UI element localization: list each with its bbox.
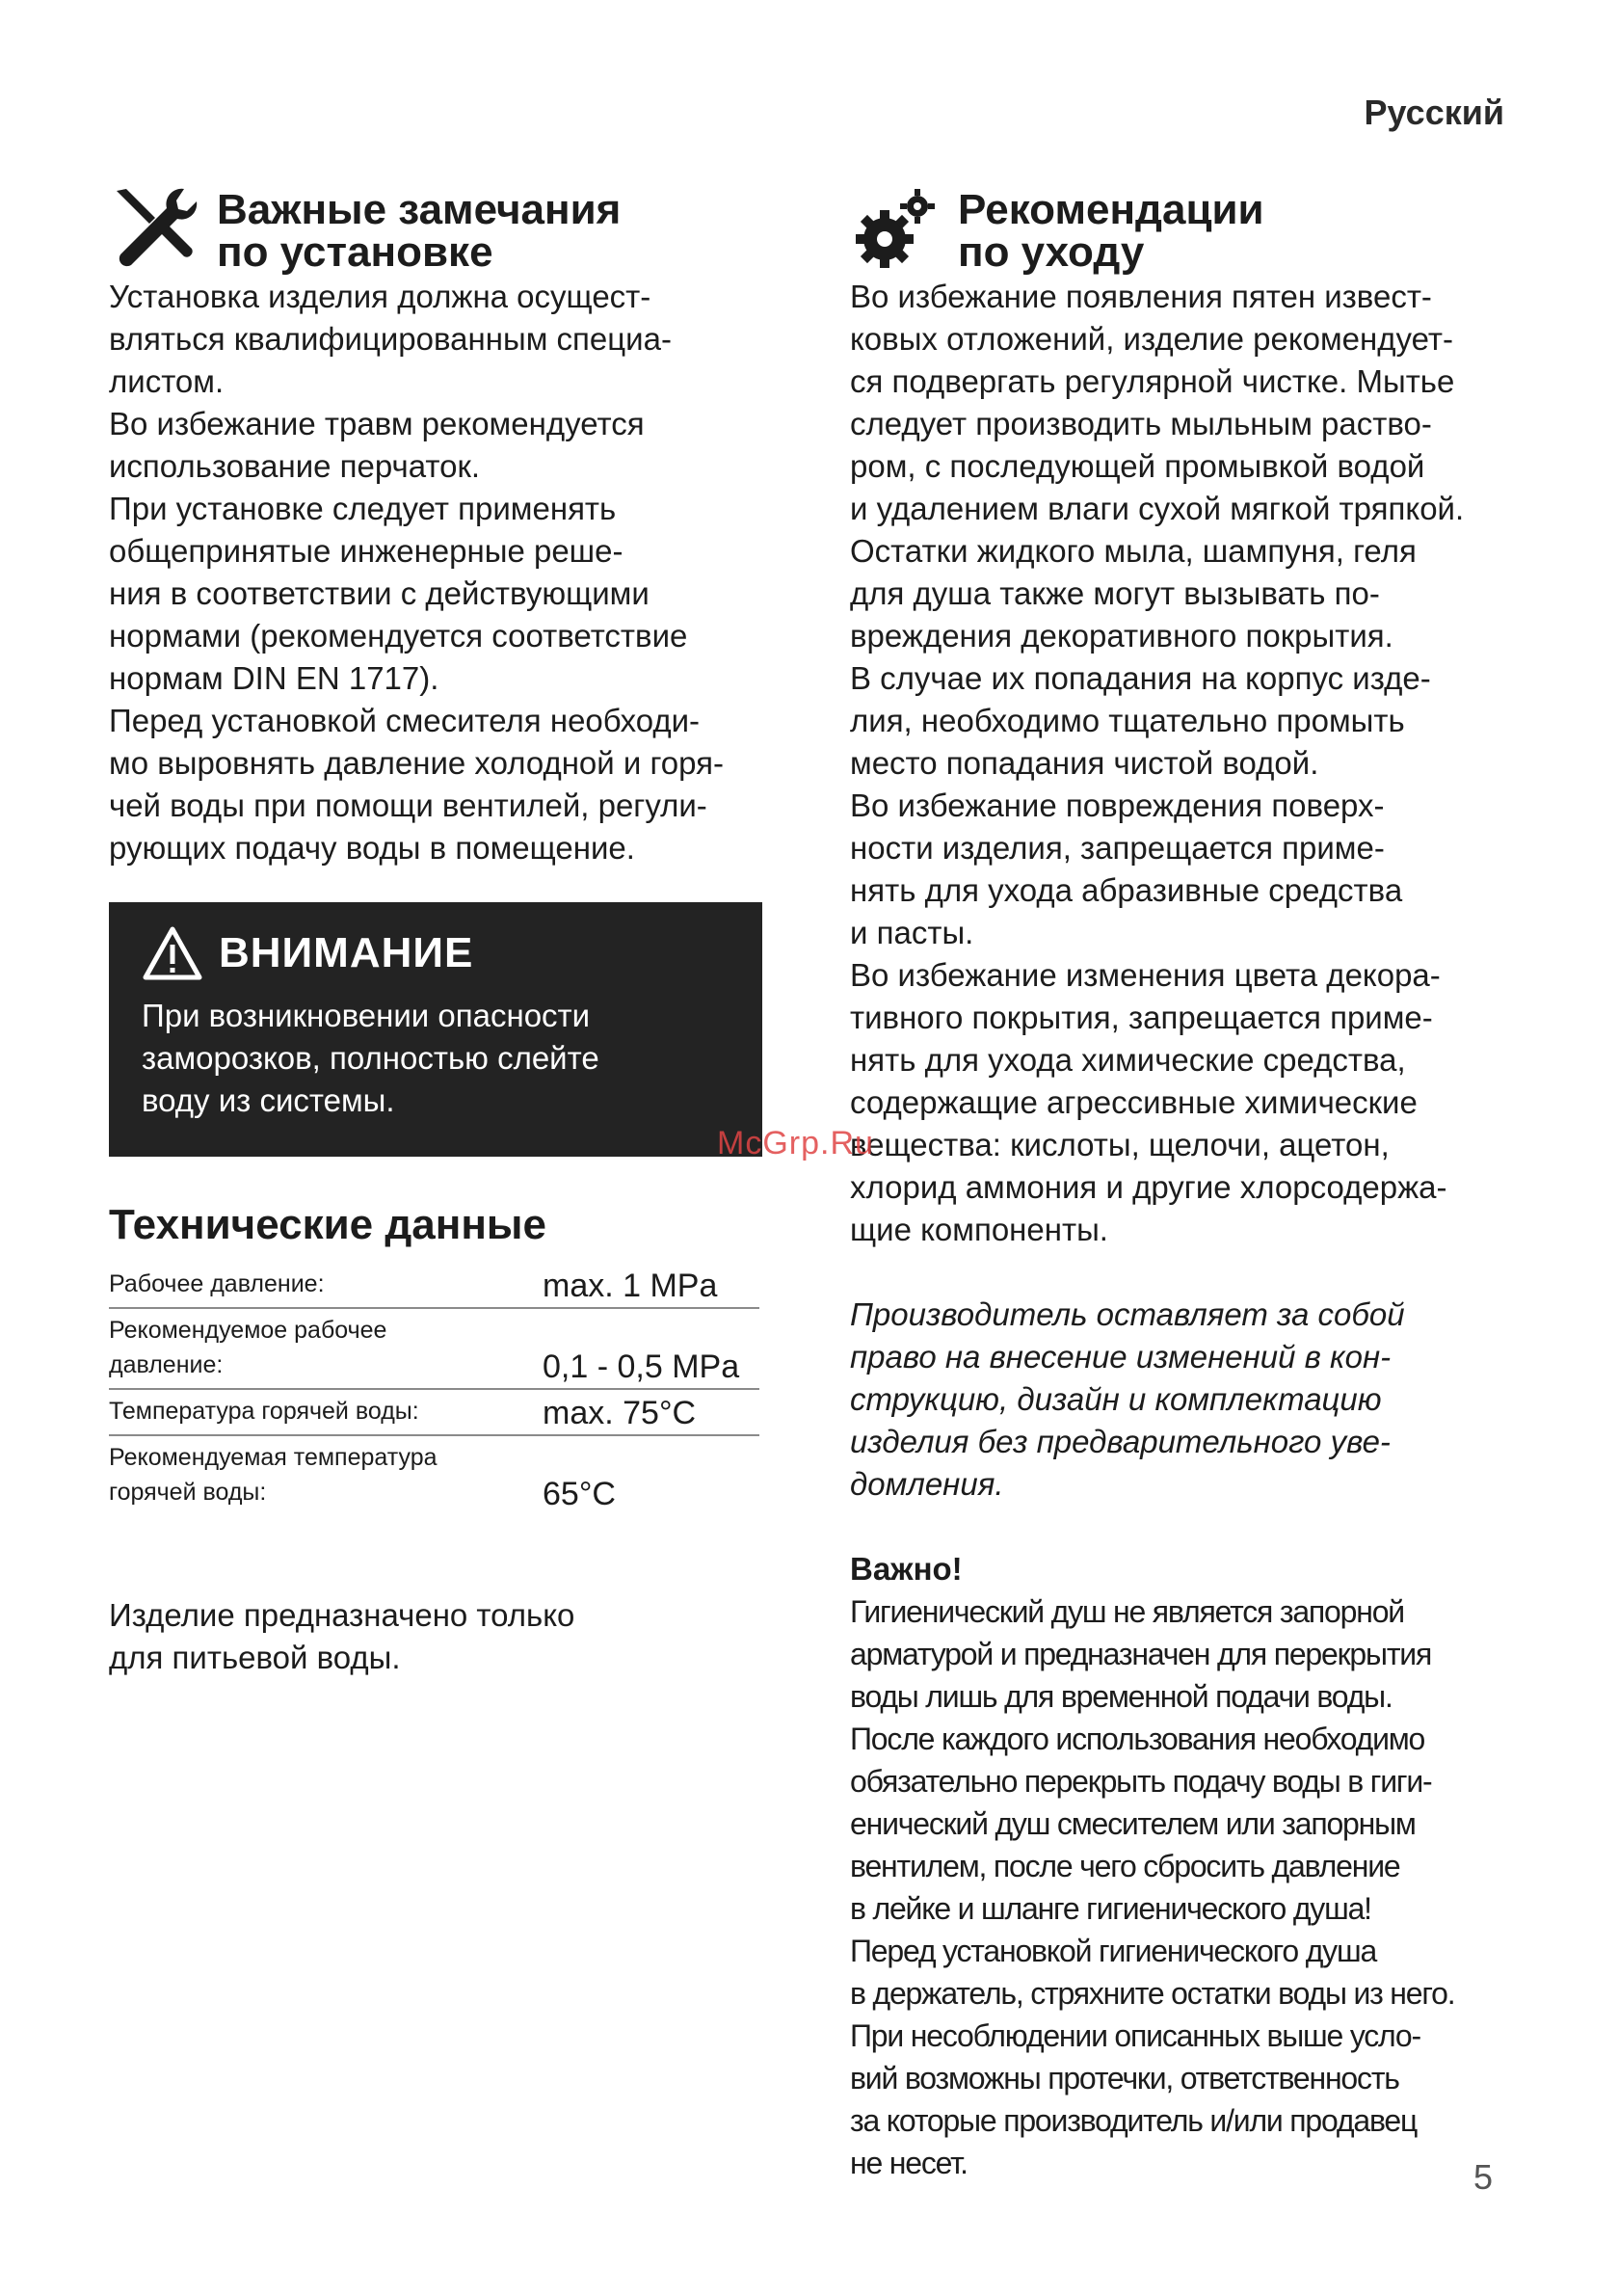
text-line: за которые производитель и/или продавец <box>850 2103 1418 2138</box>
text-line: Установка изделия должна осущест- <box>109 279 651 314</box>
text-line: ся подвергать регулярной чистке. Мытье <box>850 363 1455 399</box>
tech-value: 0,1 - 0,5 MPa <box>543 1348 740 1385</box>
text-line: нормами (рекомендуется соответствие <box>109 618 688 654</box>
install-text <box>109 276 764 869</box>
care-text <box>850 276 1515 1251</box>
tech-table <box>109 1263 759 1515</box>
warning-text <box>142 995 729 1122</box>
tech-label: Рекомендуемая температура горячей воды: <box>109 1444 438 1506</box>
text-line: После каждого использования необходимо <box>850 1722 1425 1756</box>
text-line: право на внесение изменений в кон- <box>850 1339 1392 1375</box>
table-row <box>109 1390 759 1436</box>
text-line: ром, с последующей промывкой водой <box>850 448 1425 484</box>
text-line: мо выровнять давление холодной и горя- <box>109 745 724 781</box>
text-line: воду из системы. <box>142 1082 395 1118</box>
text-line: лия, необходимо тщательно промыть <box>850 703 1405 738</box>
care-title: Рекомендации по уходу <box>958 186 1264 276</box>
text-line: нять для ухода абразивные средства <box>850 872 1403 908</box>
tech-value: max. 75°C <box>543 1395 697 1431</box>
tech-value: 65°C <box>543 1476 616 1512</box>
text-line: общепринятые инженерные реше- <box>109 533 623 569</box>
text-line: Перед установкой гигиенического душа <box>850 1934 1377 1968</box>
text-line: арматурой и предназначен для перекрытия <box>850 1637 1432 1671</box>
page-number: 5 <box>1472 2157 1493 2197</box>
warning-box <box>109 902 762 1157</box>
text-line: изделия без предварительного уве- <box>850 1424 1391 1459</box>
care-section-header <box>850 183 1515 276</box>
text-line: не несет. <box>850 2146 968 2180</box>
text-line: вреждения декоративного покрытия. <box>850 618 1393 654</box>
install-title: Важные замечания по установке <box>217 186 622 276</box>
text-line: нормам DIN EN 1717). <box>109 660 439 696</box>
text-line: ности изделия, запрещается приме- <box>850 830 1385 866</box>
text-line: обязательно перекрыть подачу воды в гиги- <box>850 1764 1432 1799</box>
text-line: заморозков, полностью слейте <box>142 1040 599 1076</box>
gears-icon <box>850 183 942 276</box>
manufacturer-disclaimer <box>850 1294 1515 1506</box>
text-line: тивного покрытия, запрещается приме- <box>850 1000 1433 1035</box>
text-line: нять для ухода химические средства, <box>850 1042 1406 1078</box>
text-line: Во избежание появления пятен извест- <box>850 279 1432 314</box>
text-line: рующих подачу воды в помещение. <box>109 830 635 866</box>
text-line: щие компоненты. <box>850 1212 1108 1247</box>
text-line: При несоблюдении описанных выше усло- <box>850 2018 1420 2053</box>
left-column <box>109 183 764 1679</box>
text-line: При возникновении опасности <box>142 998 591 1033</box>
text-line: В случае их попадания на корпус изде- <box>850 660 1431 696</box>
text-line: и пасты. <box>850 915 974 950</box>
warning-title: ВНИМАНИЕ <box>219 929 474 976</box>
table-row <box>109 1309 759 1390</box>
tech-label: Рекомендуемое рабочее давление: <box>109 1317 387 1378</box>
text-line: в держатель, стряхните остатки воды из него. <box>850 1976 1455 2011</box>
text-line: и удалением влаги сухой мягкой тряпкой. <box>850 491 1465 526</box>
text-line: вляться квалифицированным специа- <box>109 321 672 357</box>
text-line: следует производить мыльным раство- <box>850 406 1432 441</box>
table-row <box>109 1436 759 1515</box>
text-line: место попадания чистой водой. <box>850 745 1319 781</box>
tech-label: Температура горячей воды: <box>109 1398 419 1425</box>
text-line: воды лишь для временной подачи воды. <box>850 1679 1393 1714</box>
text-line: енический душ смесителем или запорным <box>850 1806 1416 1841</box>
text-line: Остатки жидкого мыла, шампуня, геля <box>850 533 1417 569</box>
text-line: содержащие агрессивные химические <box>850 1084 1418 1120</box>
text-line: чей воды при помощи вентилей, регули- <box>109 788 707 823</box>
table-row <box>109 1263 759 1309</box>
text-line: домления. <box>850 1466 1004 1502</box>
install-section-header <box>109 183 764 276</box>
text-line: Во избежание повреждения поверх- <box>850 788 1385 823</box>
warning-header <box>142 920 729 987</box>
drinking-water-note <box>109 1594 764 1679</box>
text-line: хлорид аммония и другие хлорсодержа- <box>850 1169 1447 1205</box>
text-line: листом. <box>109 363 225 399</box>
important-text <box>850 1590 1515 2184</box>
tech-label: Рабочее давление: <box>109 1270 325 1297</box>
important-title: Важно! <box>850 1551 963 1587</box>
text-line: в лейке и шланге гигиенического душа! <box>850 1891 1371 1926</box>
text-line: для питьевой воды. <box>109 1640 401 1675</box>
warning-triangle-icon <box>142 925 203 981</box>
tech-title: Технические данные <box>109 1201 546 1248</box>
text-line: вий возможны протечки, ответственность <box>850 2061 1399 2096</box>
right-column <box>850 183 1515 2184</box>
text-line: для душа также могут вызывать по- <box>850 575 1380 611</box>
text-line: ковых отложений, изделие рекомендует- <box>850 321 1454 357</box>
wrench-screwdriver-icon <box>109 183 201 276</box>
tech-value: max. 1 MPa <box>543 1268 718 1304</box>
text-line: Во избежание изменения цвета декора- <box>850 957 1441 993</box>
text-line: ния в соответствии с действующими <box>109 575 650 611</box>
text-line: При установке следует применять <box>109 491 617 526</box>
text-line: вещества: кислоты, щелочи, ацетон, <box>850 1127 1390 1162</box>
text-line: Перед установкой смесителя необходи- <box>109 703 701 738</box>
text-line: Во избежание травм рекомендуется <box>109 406 645 441</box>
language-label: Русский <box>1364 93 1504 132</box>
text-line: струкцию, дизайн и комплектацию <box>850 1381 1382 1417</box>
watermark: McGrp.Ru <box>717 1125 874 1161</box>
text-line: Изделие предназначено только <box>109 1597 575 1633</box>
text-line: вентилем, после чего сбросить давление <box>850 1849 1400 1883</box>
text-line: Производитель оставляет за собой <box>850 1296 1405 1332</box>
text-line: Гигиенический душ не является запорной <box>850 1594 1404 1629</box>
text-line: использование перчаток. <box>109 448 481 484</box>
